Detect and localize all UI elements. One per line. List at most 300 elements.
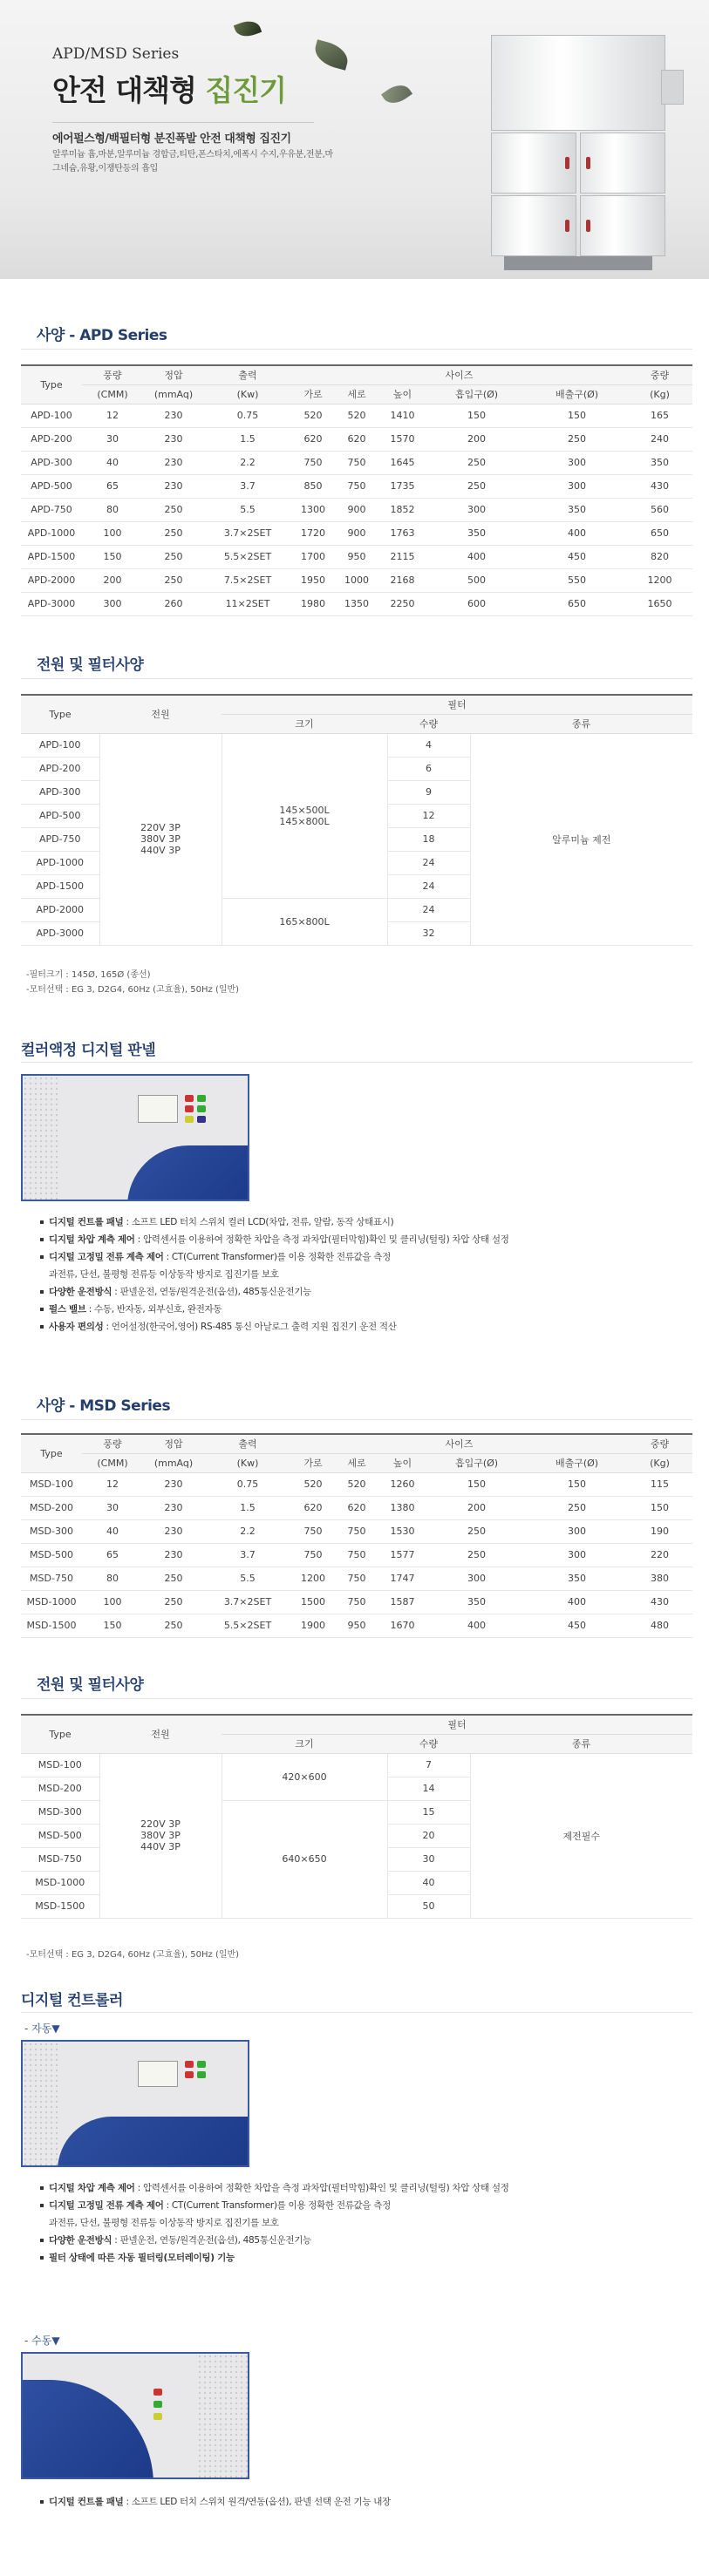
table-cell: 80 (82, 498, 143, 521)
table-cell: 850 (291, 474, 335, 498)
table-cell: 620 (291, 1496, 335, 1519)
table-cell: 30 (387, 1847, 470, 1871)
table-cell: 520 (335, 1472, 378, 1496)
list-item (38, 2493, 684, 2511)
panel-swoosh (127, 1145, 249, 1201)
table-cell: 2250 (378, 592, 426, 615)
table-cell: 24 (387, 898, 470, 921)
red-button-icon (153, 2389, 162, 2396)
table-cell: MSD-100 (21, 1753, 99, 1777)
table-cell: 400 (426, 1614, 527, 1637)
col-width: 가로 (291, 1453, 335, 1472)
hero-title-accent: 집진기 (205, 73, 287, 107)
red-button-icon (185, 1105, 194, 1112)
col-filter: 필터 (222, 1715, 692, 1734)
yellow-button-icon (153, 2413, 162, 2420)
hero-series: APD/MSD Series (52, 45, 180, 63)
table-cell: 12 (387, 804, 470, 827)
table-cell: 750 (335, 1543, 378, 1567)
col-size: 사이즈 (291, 1434, 627, 1453)
table-cell: APD-200 (21, 757, 99, 780)
lcd-screen-icon (138, 2061, 178, 2087)
table-cell: 230 (143, 1519, 204, 1543)
table-cell: APD-3000 (21, 592, 82, 615)
table-cell: MSD-1000 (21, 1871, 99, 1894)
table-cell: MSD-750 (21, 1567, 82, 1590)
table-row (21, 545, 692, 568)
feature-text: 과전류, 단선, 불평형 전류등 이상동작 방지로 집진기를 보호 (49, 2218, 279, 2228)
manual-controller-features (38, 2493, 684, 2511)
table-cell: 350 (426, 521, 527, 545)
section-divider (21, 1062, 692, 1063)
table-cell: 65 (82, 1543, 143, 1567)
feature-text: : 소프트 LED 터치 스위치 원격/연동(옵션), 판넬 선택 운전 기능 내장 (123, 2497, 391, 2507)
power-supply-cell (99, 1753, 222, 1918)
feature-text: : 언어설정(한국어,영어) RS-485 통신 아날로그 출력 지원 집진기 운전 적산 (103, 1322, 397, 1332)
table-cell: APD-2000 (21, 898, 99, 921)
table-cell: 300 (527, 474, 627, 498)
table-cell: 620 (335, 427, 378, 451)
table-cell: APD-100 (21, 404, 82, 427)
power-line: 380V 3P (140, 1830, 181, 1841)
hero-subtitle: 에어펄스형/백필터형 분진폭발 안전 대책형 집진기 (52, 133, 291, 146)
table-cell: 150 (627, 1496, 692, 1519)
list-item (38, 2249, 684, 2267)
table-cell: 24 (387, 851, 470, 874)
table-cell: 350 (627, 451, 692, 474)
table-cell: 750 (335, 1567, 378, 1590)
col-height: 높이 (378, 1453, 426, 1472)
table-cell: 650 (527, 592, 627, 615)
col-weight: 중량 (627, 365, 692, 384)
table-cell: 230 (143, 1543, 204, 1567)
filter-kind-cell: 제전필수 (470, 1753, 692, 1918)
feature-label: 다양한 운전방식 (49, 1287, 112, 1297)
table-cell: 1380 (378, 1496, 426, 1519)
green-button-icon (197, 1105, 206, 1112)
table-cell: 1260 (378, 1472, 426, 1496)
table-cell: 250 (143, 521, 204, 545)
list-item (38, 1248, 684, 1266)
feature-label: 필터 상태에 따른 자동 필터링(모터레이팅) 기능 (49, 2253, 235, 2263)
feature-label: 다양한 운전방식 (49, 2235, 112, 2246)
apd-filter-table (21, 694, 692, 946)
table-cell: 250 (143, 568, 204, 592)
table-cell: 32 (387, 921, 470, 945)
table-cell: 220 (627, 1543, 692, 1567)
table-cell: 1300 (291, 498, 335, 521)
table-row (21, 1614, 692, 1637)
table-cell: 750 (335, 1590, 378, 1614)
table-cell: 30 (82, 1496, 143, 1519)
table-cell: 18 (387, 827, 470, 851)
section-divider (21, 349, 692, 350)
table-cell: 1645 (378, 451, 426, 474)
table-cell: 1530 (378, 1519, 426, 1543)
table-cell: APD-100 (21, 733, 99, 757)
table-cell: 1747 (378, 1567, 426, 1590)
table-cell: APD-750 (21, 827, 99, 851)
table-cell: 14 (387, 1777, 470, 1800)
table-cell: 820 (627, 545, 692, 568)
table-cell: MSD-1500 (21, 1894, 99, 1918)
table-cell: 165 (627, 404, 692, 427)
table-cell: 250 (426, 1543, 527, 1567)
unit-pressure: (mmAq) (143, 1453, 204, 1472)
table-row (21, 474, 692, 498)
hero-description: 알루미늄 흄,마분,알루미늄 경합금,티탄,폰스타치,에폭시 수지,우유분,전분,마그네슘,유황,이쟁탄등의 흡입 (52, 150, 333, 173)
table-cell: 250 (527, 1496, 627, 1519)
col-height: 높이 (378, 384, 426, 404)
table-cell: 400 (527, 1590, 627, 1614)
table-cell: 11×2SET (204, 592, 291, 615)
msd-spec-title: 사양 - MSD Series (37, 1397, 171, 1415)
table-cell: 1570 (378, 427, 426, 451)
power-line: 440V 3P (140, 1841, 181, 1852)
table-cell: 40 (387, 1871, 470, 1894)
list-item (38, 1231, 684, 1248)
table-cell: 250 (426, 474, 527, 498)
apd-filter-title: 전원 및 필터사양 (37, 656, 144, 674)
table-cell: 2115 (378, 545, 426, 568)
col-width: 가로 (291, 384, 335, 404)
list-item (38, 2232, 684, 2249)
feature-label: 디지털 컨트롤 패널 (49, 2497, 124, 2507)
lcd-screen-icon (138, 1095, 178, 1123)
table-cell: 230 (143, 474, 204, 498)
unit-weight: (Kg) (627, 1453, 692, 1472)
table-cell: 1350 (335, 592, 378, 615)
table-cell: 1670 (378, 1614, 426, 1637)
list-item (38, 1318, 684, 1336)
feature-label: 디지털 차압 계측 제어 (49, 2183, 135, 2193)
table-cell: 150 (527, 1472, 627, 1496)
feature-text: : CT(Current Transformer)를 이용 정확한 전류값을 측정 (163, 1252, 391, 1262)
filter-size: 145×500L (279, 804, 330, 816)
table-cell: MSD-300 (21, 1800, 99, 1824)
table-cell: 1900 (291, 1614, 335, 1637)
table-cell: APD-2000 (21, 568, 82, 592)
unit-power: (Kw) (204, 1453, 291, 1472)
table-cell: 250 (426, 451, 527, 474)
section-divider (21, 1698, 692, 1699)
table-cell: 600 (426, 592, 527, 615)
table-cell: MSD-200 (21, 1496, 82, 1519)
table-cell: 200 (426, 427, 527, 451)
table-row (21, 1472, 692, 1496)
table-row (21, 1543, 692, 1567)
table-cell: 0.75 (204, 1472, 291, 1496)
table-cell: 1852 (378, 498, 426, 521)
table-cell: APD-300 (21, 780, 99, 804)
table-row (21, 1753, 692, 1777)
apd-filter-body (21, 733, 692, 945)
table-row (21, 404, 692, 427)
red-button-icon (185, 1095, 194, 1102)
table-cell: 65 (82, 474, 143, 498)
table-cell: 1200 (627, 568, 692, 592)
table-cell: APD-300 (21, 451, 82, 474)
red-button-icon (185, 2061, 194, 2068)
power-line: 380V 3P (140, 833, 181, 845)
lcd-panel-image (21, 1074, 249, 1201)
table-cell: 1587 (378, 1590, 426, 1614)
table-cell: 115 (627, 1472, 692, 1496)
table-cell: 300 (527, 1543, 627, 1567)
table-cell: 200 (426, 1496, 527, 1519)
filter-size-cell: 165×800L (222, 898, 387, 945)
col-flow: 풍량 (82, 365, 143, 384)
hero-banner (0, 0, 709, 279)
panel-swoosh (23, 2380, 153, 2479)
table-cell: 100 (82, 1590, 143, 1614)
table-cell: 350 (527, 498, 627, 521)
table-cell: 9 (387, 780, 470, 804)
col-outlet: 배출구(Ø) (527, 384, 627, 404)
controller-title: 디지털 컨트롤러 (21, 1992, 123, 2009)
table-cell: 12 (82, 404, 143, 427)
list-item (38, 2197, 684, 2214)
leaf-icon (311, 39, 351, 70)
table-cell: 12 (82, 1472, 143, 1496)
table-cell: 1500 (291, 1590, 335, 1614)
table-cell: 250 (527, 427, 627, 451)
list-item (38, 1266, 684, 1283)
table-cell: APD-200 (21, 427, 82, 451)
table-cell: 2168 (378, 568, 426, 592)
table-cell: 230 (143, 427, 204, 451)
msd-spec-table (21, 1433, 692, 1638)
filter-size: 420×600 (282, 1771, 327, 1783)
table-cell: 4 (387, 733, 470, 757)
apd-spec-table (21, 364, 692, 616)
col-weight: 중량 (627, 1434, 692, 1453)
table-cell: 190 (627, 1519, 692, 1543)
table-cell: 230 (143, 404, 204, 427)
table-cell: 750 (291, 451, 335, 474)
feature-label: 디지털 고정밀 전류 계측 제어 (49, 2200, 164, 2211)
manual-tag: - 수동▼ (24, 2335, 60, 2347)
table-cell: 230 (143, 1472, 204, 1496)
apd-spec-title: 사양 - APD Series (37, 327, 167, 344)
filter-size-cell (222, 733, 387, 898)
lcd-panel-features (38, 1213, 684, 1336)
table-cell: MSD-200 (21, 1777, 99, 1800)
table-cell: 2.2 (204, 451, 291, 474)
feature-text: : 소프트 LED 터치 스위치 컬러 LCD(차압, 전류, 알람, 동작 상태표시) (123, 1217, 394, 1227)
table-cell: 150 (426, 404, 527, 427)
col-filter-size: 크기 (222, 1734, 387, 1753)
table-cell: 400 (527, 521, 627, 545)
table-cell: 3.7 (204, 474, 291, 498)
unit-weight: (Kg) (627, 384, 692, 404)
table-cell: 7.5×2SET (204, 568, 291, 592)
unit-pressure: (mmAq) (143, 384, 204, 404)
filter-kind-cell: 알루미늄 제전 (470, 733, 692, 945)
table-cell: 750 (335, 451, 378, 474)
table-cell: 900 (335, 498, 378, 521)
table-cell: 6 (387, 757, 470, 780)
table-cell: 24 (387, 874, 470, 898)
table-cell: 240 (627, 427, 692, 451)
table-cell: 15 (387, 1800, 470, 1824)
table-cell: 620 (291, 427, 335, 451)
table-row (21, 521, 692, 545)
col-outlet: 배출구(Ø) (527, 1453, 627, 1472)
table-cell: 380 (627, 1567, 692, 1590)
table-cell: 550 (527, 568, 627, 592)
table-cell: 3.7×2SET (204, 1590, 291, 1614)
note-line: -필터크기 : 145Ø, 165Ø (종선) (26, 970, 151, 980)
leaf-icon (234, 17, 262, 40)
table-cell: MSD-1000 (21, 1590, 82, 1614)
col-flow: 풍량 (82, 1434, 143, 1453)
table-cell: 150 (82, 1614, 143, 1637)
table-row (21, 427, 692, 451)
table-cell: 950 (335, 545, 378, 568)
col-type: Type (21, 1434, 82, 1472)
table-cell: 300 (82, 592, 143, 615)
table-cell: MSD-1500 (21, 1614, 82, 1637)
filter-size-cell: 640×650 (222, 1800, 387, 1918)
manual-controller-image (21, 2352, 249, 2479)
unit-flow: (CMM) (82, 384, 143, 404)
col-depth: 세로 (335, 1453, 378, 1472)
apd-filter-notes (26, 968, 239, 997)
list-item (38, 2179, 684, 2197)
table-cell: 150 (426, 1472, 527, 1496)
table-cell: 300 (527, 1519, 627, 1543)
table-cell: 260 (143, 592, 204, 615)
table-cell: 5.5 (204, 498, 291, 521)
list-item (38, 1301, 684, 1318)
table-cell: 350 (426, 1590, 527, 1614)
table-cell: APD-3000 (21, 921, 99, 945)
msd-filter-body (21, 1753, 692, 1918)
table-cell: MSD-500 (21, 1543, 82, 1567)
table-cell: 200 (82, 568, 143, 592)
panel-swoosh (58, 2117, 249, 2167)
auto-controller-features (38, 2179, 684, 2267)
table-cell: 520 (291, 404, 335, 427)
table-cell: 1980 (291, 592, 335, 615)
feature-text: 과전류, 단선, 불평형 전류등 이상동작 방지로 집진기를 보호 (49, 1269, 279, 1280)
table-cell: 250 (143, 1567, 204, 1590)
table-cell: 7 (387, 1753, 470, 1777)
table-cell: 750 (291, 1543, 335, 1567)
table-cell: 5.5 (204, 1567, 291, 1590)
table-row (21, 498, 692, 521)
col-pressure: 정압 (143, 1434, 204, 1453)
table-cell: 50 (387, 1894, 470, 1918)
table-cell: 150 (82, 545, 143, 568)
table-cell: 3.7×2SET (204, 521, 291, 545)
table-cell: 1720 (291, 521, 335, 545)
table-cell: 5.5×2SET (204, 1614, 291, 1637)
power-supply-cell (99, 733, 222, 945)
table-cell: APD-1500 (21, 874, 99, 898)
table-cell: 300 (426, 498, 527, 521)
col-filter-kind: 종류 (470, 714, 692, 733)
section-divider (21, 2012, 692, 2013)
table-cell: APD-1000 (21, 521, 82, 545)
table-cell: 650 (627, 521, 692, 545)
col-power-supply: 전원 (99, 695, 222, 733)
table-cell: MSD-300 (21, 1519, 82, 1543)
table-cell: 230 (143, 451, 204, 474)
section-divider (21, 1419, 692, 1420)
feature-text: : 판넬운전, 연동/원격운전(옵션), 485통신운전기능 (112, 1287, 311, 1297)
list-item (38, 2214, 684, 2232)
table-cell: 0.75 (204, 404, 291, 427)
note-line: -모터선택 : EG 3, D2G4, 60Hz (고효율), 50Hz (일반) (26, 985, 240, 995)
col-type: Type (21, 695, 99, 733)
hero-divider (52, 122, 314, 123)
feature-text: : 압력센서를 이용하여 정확한 차압을 측정 과차압(필터막힘)확인 및 클리닝(털링) 차압 상태 설정 (134, 1234, 509, 1245)
col-power-supply: 전원 (99, 1715, 222, 1753)
hero-title (52, 68, 286, 109)
col-power: 출력 (204, 1434, 291, 1453)
table-cell: 450 (527, 1614, 627, 1637)
yellow-button-icon (185, 1116, 194, 1123)
auto-controller-image (21, 2040, 249, 2167)
apd-spec-body (21, 404, 692, 615)
table-cell: 430 (627, 1590, 692, 1614)
msd-spec-body (21, 1472, 692, 1637)
table-cell: 2.2 (204, 1519, 291, 1543)
green-button-icon (153, 2401, 162, 2408)
feature-text: : 판넬운전, 연동/원격운전(옵션), 485통신운전기능 (112, 2235, 311, 2246)
col-filter: 필터 (222, 695, 692, 714)
table-cell: 1200 (291, 1567, 335, 1590)
list-item (38, 1213, 684, 1231)
col-power: 출력 (204, 365, 291, 384)
table-row (21, 1567, 692, 1590)
leaf-icon (381, 79, 412, 109)
power-line: 220V 3P (140, 822, 181, 833)
msd-filter-title: 전원 및 필터사양 (37, 1676, 144, 1694)
table-cell: 1000 (335, 568, 378, 592)
table-cell: 1950 (291, 568, 335, 592)
vent-dots (23, 2042, 58, 2167)
col-filter-qty: 수량 (387, 714, 470, 733)
table-cell: 400 (426, 545, 527, 568)
table-cell: 3.7 (204, 1543, 291, 1567)
auto-tag: - 자동▼ (24, 2022, 60, 2035)
table-row (21, 1519, 692, 1543)
green-button-icon (197, 2061, 206, 2068)
table-cell: 40 (82, 1519, 143, 1543)
feature-label: 디지털 고정밀 전류 계측 제어 (49, 1252, 164, 1262)
table-row (21, 592, 692, 615)
feature-text: : 수동, 반자동, 외부신호, 완전자동 (85, 1304, 222, 1315)
table-cell: 450 (527, 545, 627, 568)
note-line: -모터선택 : EG 3, D2G4, 60Hz (고효율), 50Hz (일반) (26, 1950, 240, 1960)
col-type: Type (21, 365, 82, 404)
col-filter-kind: 종류 (470, 1734, 692, 1753)
table-cell: 500 (426, 568, 527, 592)
table-cell: 950 (335, 1614, 378, 1637)
col-filter-size: 크기 (222, 714, 387, 733)
table-cell: APD-1000 (21, 851, 99, 874)
table-cell: 750 (335, 474, 378, 498)
table-cell: 1.5 (204, 427, 291, 451)
power-line: 440V 3P (140, 845, 181, 856)
table-cell: 1410 (378, 404, 426, 427)
table-cell: 520 (335, 404, 378, 427)
table-cell: 430 (627, 474, 692, 498)
table-cell: 250 (426, 1519, 527, 1543)
